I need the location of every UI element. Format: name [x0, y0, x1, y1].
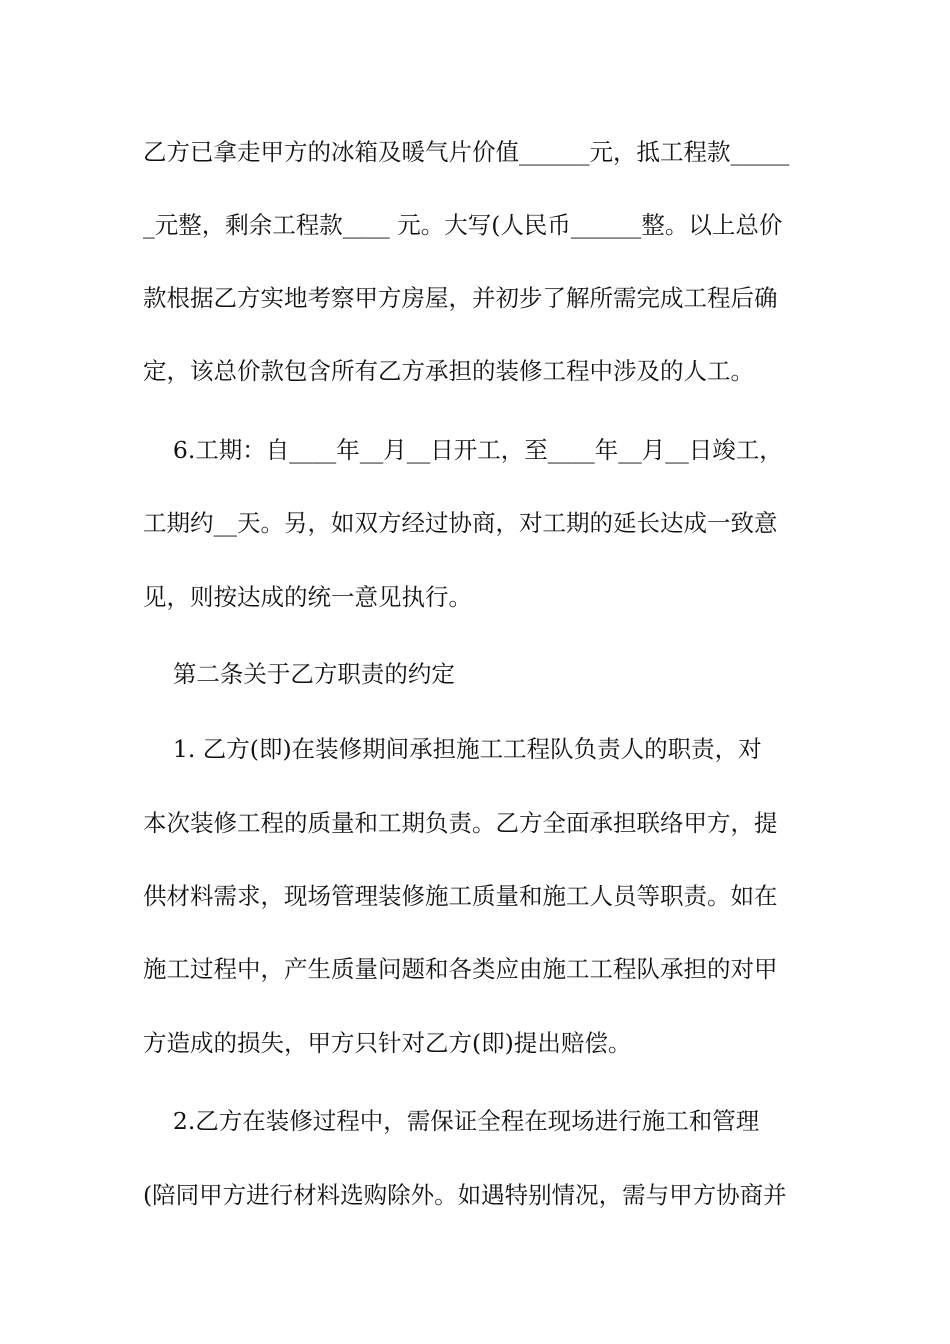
text-line: 款根据乙方实地考察甲方房屋，并初步了解所需完成工程后确 — [143, 284, 778, 312]
text-line: 方造成的损失，甲方只针对乙方(即)提出赔偿。 — [143, 1029, 632, 1057]
text-line: 2.乙方在装修过程中，需保证全程在现场进行施工和管理 — [143, 1107, 760, 1135]
text-line: 供材料需求，现场管理装修施工质量和施工人员等职责。如在 — [143, 882, 778, 910]
text-line: 工期约__天。另，如双方经过协商，对工期的延长达成一致意 — [143, 509, 778, 537]
text-line: 1. 乙方(即)在装修期间承担施工工程队负责人的职责，对 — [143, 735, 762, 763]
text-line: 乙方已拿走甲方的冰箱及暖气片价值______元，抵工程款_____ — [143, 138, 790, 166]
text-line: 本次装修工程的质量和工期负责。乙方全面承担联络甲方，提 — [143, 809, 778, 837]
text-line: 定，该总价款包含所有乙方承担的装修工程中涉及的人工。 — [143, 357, 754, 385]
text-line: (陪同甲方进行材料选购除外。如遇特别情况，需与甲方协商并 — [143, 1181, 787, 1209]
text-line: 见，则按达成的统一意见执行。 — [143, 583, 472, 611]
text-line: 6.工期：自____年__月__日开工，至____年__月__日竣工， — [143, 436, 783, 464]
text-line: _元整，剩余工程款____ 元。大写(人民币______整。以上总价 — [143, 211, 783, 239]
text-line: 施工过程中，产生质量问题和各类应由施工工程队承担的对甲 — [143, 955, 778, 983]
section-heading: 第二条关于乙方职责的约定 — [143, 660, 455, 688]
